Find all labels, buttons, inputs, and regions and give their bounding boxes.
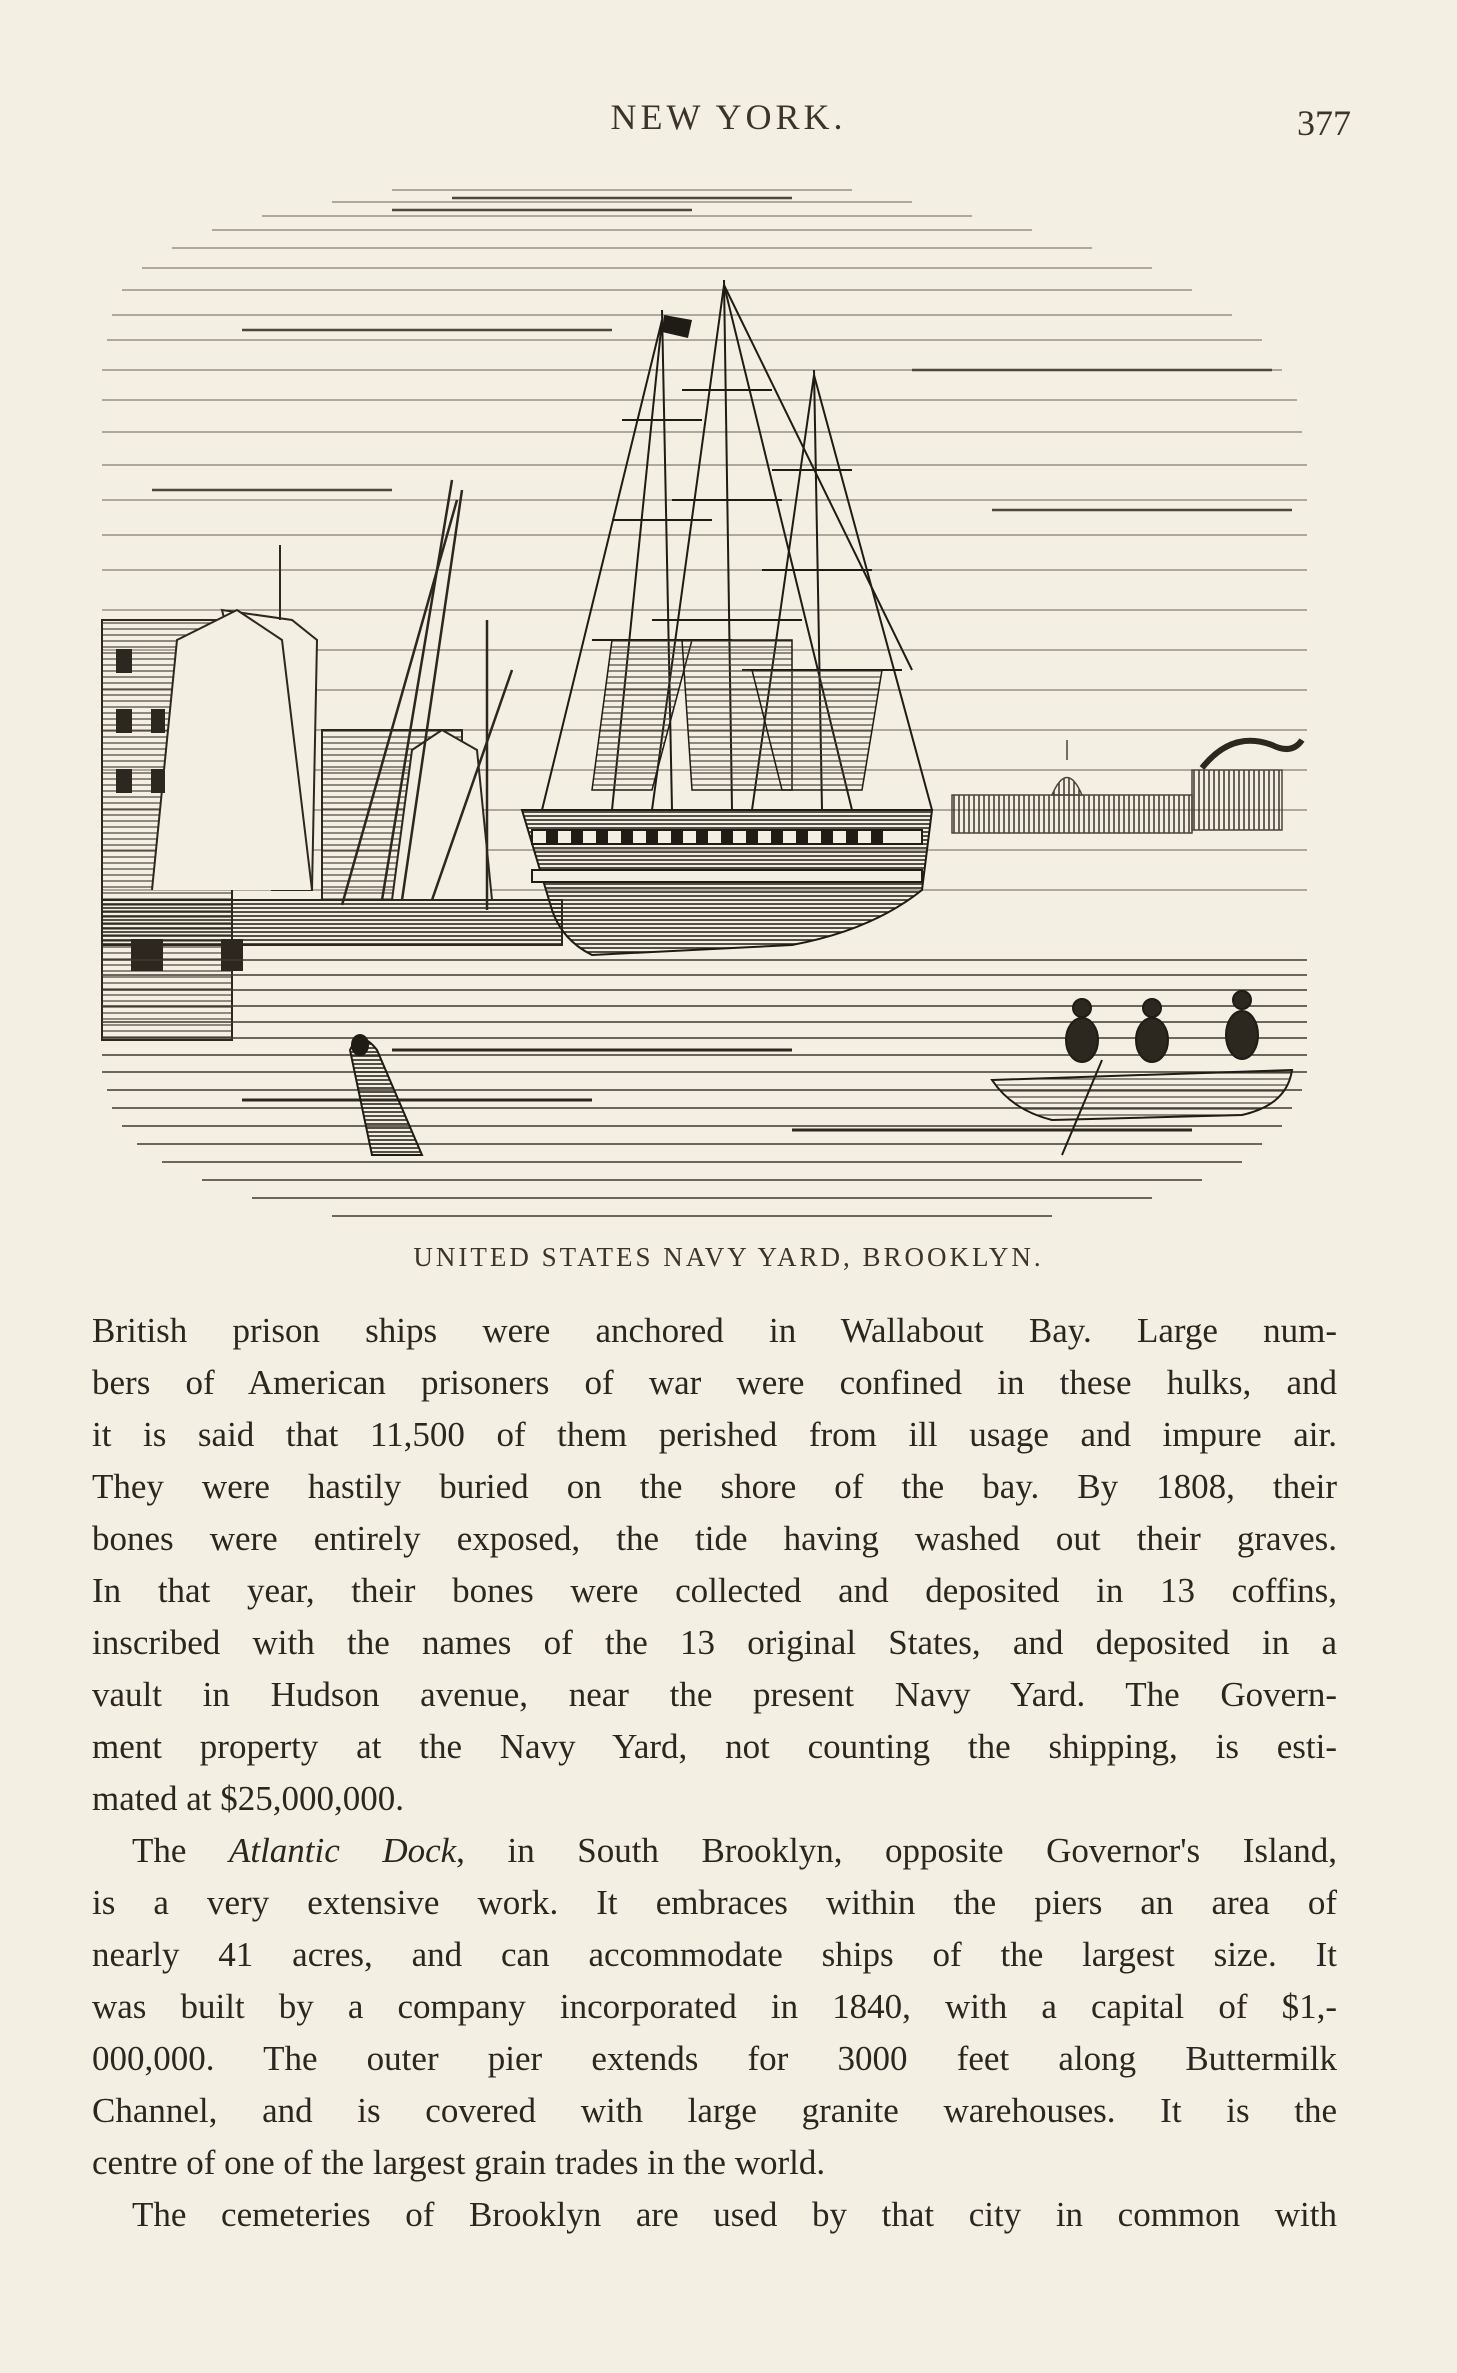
text-run: The xyxy=(132,1831,229,1870)
paragraph-start: The cemeteries of Brooklyn are used by that city in common with xyxy=(132,2195,1337,2234)
text-line: bones were entirely exposed, the tide having washed out their graves. xyxy=(92,1519,1337,1558)
text-line: They were hastily buried on the shore of the bay. By 1808, their xyxy=(92,1467,1337,1506)
text-line: In that year, their bones were collected and deposited in 13 coffins, xyxy=(92,1571,1337,1610)
text-line: mated at $25,000,000. xyxy=(92,1779,405,1818)
paragraph-start xyxy=(92,1825,1337,1877)
warship xyxy=(522,810,932,955)
text-line: Channel, and is covered with large granite warehouses. It is the xyxy=(92,2091,1337,2130)
text-line: it is said that 11,500 of them perished from ill usage and impure air. xyxy=(92,1415,1337,1454)
text-line: nearly 41 acres, and can accommodate ships of the largest size. It xyxy=(92,1935,1337,1974)
text-line: ment property at the Navy Yard, not counting the shipping, is esti- xyxy=(92,1727,1337,1766)
text-line: centre of one of the largest grain trades in the world. xyxy=(92,2143,826,2182)
running-head: NEW YORK. xyxy=(610,97,847,137)
text-line: 000,000. The outer pier extends for 3000 feet along Buttermilk xyxy=(92,2039,1337,2078)
text-line: British prison ships were anchored in Wallabout Bay. Large num- xyxy=(92,1311,1337,1350)
illustration-caption: UNITED STATES NAVY YARD, BROOKLYN. xyxy=(413,1242,1044,1272)
text-line: vault in Hudson avenue, near the present Navy Yard. The Govern- xyxy=(92,1675,1337,1714)
page-number: 377 xyxy=(1297,103,1351,143)
text-line: was built by a company incorporated in 1840, with a capital of $1,- xyxy=(92,1987,1337,2026)
navy-yard-engraving xyxy=(92,170,1352,1235)
text-line: inscribed with the names of the 13 original States, and deposited in a xyxy=(92,1623,1337,1662)
smoke xyxy=(1202,740,1302,768)
text-line: bers of American prisoners of war were confined in these hulks, and xyxy=(92,1363,1337,1402)
text-run: , in South Brooklyn, opposite Governor's Island, xyxy=(456,1831,1338,1870)
sails xyxy=(592,640,882,790)
body-text xyxy=(92,1305,1337,2241)
emphasized-name: Atlantic Dock xyxy=(228,1831,457,1870)
text-line: is a very extensive work. It embraces within the piers an area of xyxy=(92,1883,1337,1922)
distant-city xyxy=(952,740,1282,833)
buoy xyxy=(350,1035,422,1155)
flag xyxy=(662,315,692,338)
